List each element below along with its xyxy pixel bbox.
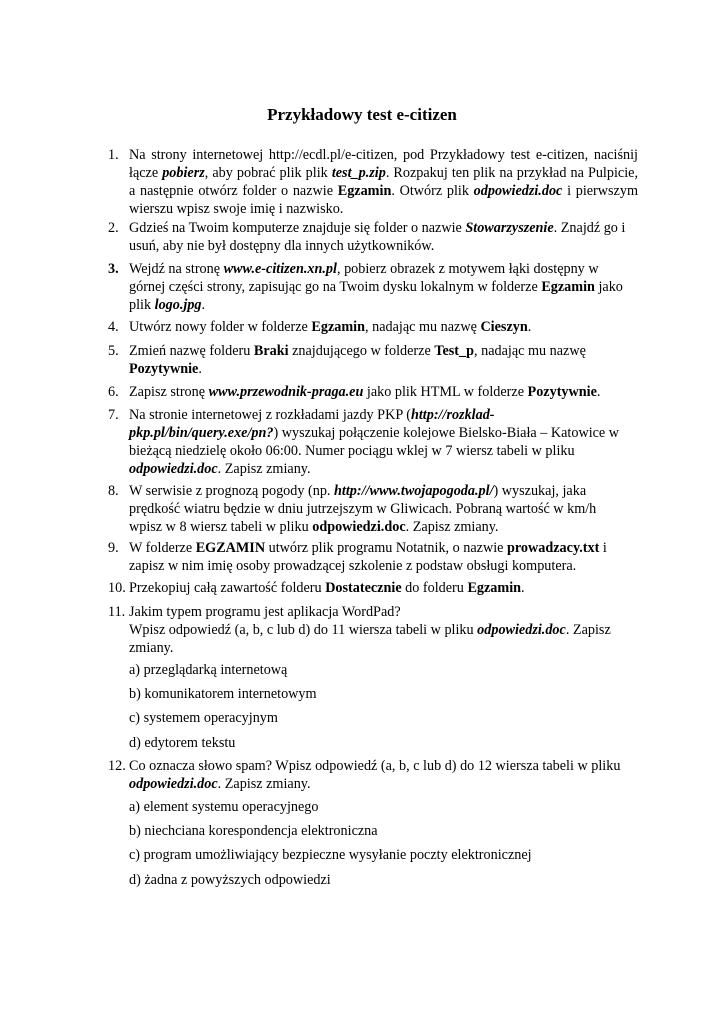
question-text: W serwisie z prognozą pogody (np. http://www.twojapogoda.pl/) wyszukaj, jaka prędkość wiatru będzie w dniu jutrzejszym w Gliwicach. Pobraną wartość w km/h wpisz w 8 wiersz tabeli w pliku odpowiedzi.doc. Zapisz zmiany. — [129, 483, 597, 535]
question-10 — [108, 579, 638, 597]
answer-option: c) systemem operacyjnym — [129, 710, 278, 726]
answer-option: a) przeglądarką internetową — [129, 662, 288, 678]
question-9 — [108, 539, 638, 575]
question-number: 8. — [108, 483, 119, 499]
answer-option: b) komunikatorem internetowym — [129, 686, 317, 702]
question-11 — [108, 603, 638, 657]
answer-option: d) edytorem tekstu — [129, 735, 236, 751]
question-text: Na strony internetowej http://ecdl.pl/e-citizen, pod Przykładowy test e-citizen, naciśnij łącze pobierz, aby pobrać plik plik test_p.zip. Rozpakuj ten plik na przykład na Pulpicie, a następnie otwórz folder o nazwie Egzamin. Otwórz plik odpowiedzi.doc i pierwszym wierszu wpisz swoje imię i nazwisko. — [129, 147, 638, 217]
question-number: 10. — [108, 580, 126, 596]
answer-option: a) element systemu operacyjnego — [129, 799, 319, 815]
question-number: 3. — [108, 261, 119, 277]
answer-option: d) żadna z powyższych odpowiedzi — [129, 872, 331, 888]
question-number: 9. — [108, 540, 119, 556]
question-5 — [108, 342, 638, 378]
question-8 — [108, 482, 638, 536]
question-6 — [108, 383, 638, 401]
question-7 — [108, 406, 638, 478]
question-text: W folderze EGZAMIN utwórz plik programu Notatnik, o nazwie prowadzacy.txt i zapisz w nim imię osoby prowadzącej szkolenie z podstaw obsługi komputera. — [129, 540, 607, 574]
question-text: Zmień nazwę folderu Braki znajdującego w folderze Test_p, nadając mu nazwę Pozytywnie. — [129, 343, 586, 377]
question-number: 11. — [108, 604, 126, 620]
question-number: 12. — [108, 758, 126, 774]
answer-option: b) niechciana korespondencja elektroniczna — [129, 823, 378, 839]
question-text: Co oznacza słowo spam? Wpisz odpowiedź (a, b, c lub d) do 12 wiersza tabeli w pliku odpowiedzi.doc. Zapisz zmiany. — [129, 758, 621, 792]
question-number: 1. — [108, 147, 119, 163]
question-text: Zapisz stronę www.przewodnik-praga.eu jako plik HTML w folderze Pozytywnie. — [129, 384, 601, 400]
question-number: 5. — [108, 343, 119, 359]
question-text: Na stronie internetowej z rozkładami jazdy PKP (http://rozklad-pkp.pl/bin/query.exe/pn?) wyszukaj połączenie kolejowe Bielsko-Biała – Katowice w bieżącą niedzielę około 06:00. Numer pociągu wklej w 7 wiersz tabeli w pliku odpowiedzi.doc. Zapisz zmiany. — [129, 407, 620, 477]
question-number: 4. — [108, 319, 119, 335]
question-number: 2. — [108, 220, 119, 236]
question-text: Jakim typem programu jest aplikacja WordPad? Wpisz odpowiedź (a, b, c lub d) do 11 wiersza tabeli w pliku odpowiedzi.doc. Zapisz zmiany. — [129, 604, 611, 656]
question-number: 6. — [108, 384, 119, 400]
question-2 — [108, 219, 638, 255]
question-text: Przekopiuj całą zawartość folderu Dostatecznie do folderu Egzamin. — [129, 580, 525, 596]
document-title: Przykładowy test e-citizen — [267, 105, 457, 124]
question-text: Wejdź na stronę www.e-citizen.xn.pl, pobierz obrazek z motywem łąki dostępny w górnej części strony, zapisując go na Twoim dysku lokalnym w folderze Egzamin jako plik logo.jpg. — [129, 261, 623, 313]
question-3 — [108, 260, 638, 314]
question-4 — [108, 318, 638, 336]
question-text: Utwórz nowy folder w folderze Egzamin, nadając mu nazwę Cieszyn. — [129, 319, 532, 335]
question-text: Gdzieś na Twoim komputerze znajduje się folder o nazwie Stowarzyszenie. Znajdź go i usuń, aby nie był dostępny dla innych użytkowników. — [129, 220, 626, 254]
answer-option: c) program umożliwiający bezpieczne wysyłanie poczty elektronicznej — [129, 847, 532, 863]
question-number: 7. — [108, 407, 119, 423]
question-1 — [108, 146, 638, 218]
question-12 — [108, 757, 638, 793]
